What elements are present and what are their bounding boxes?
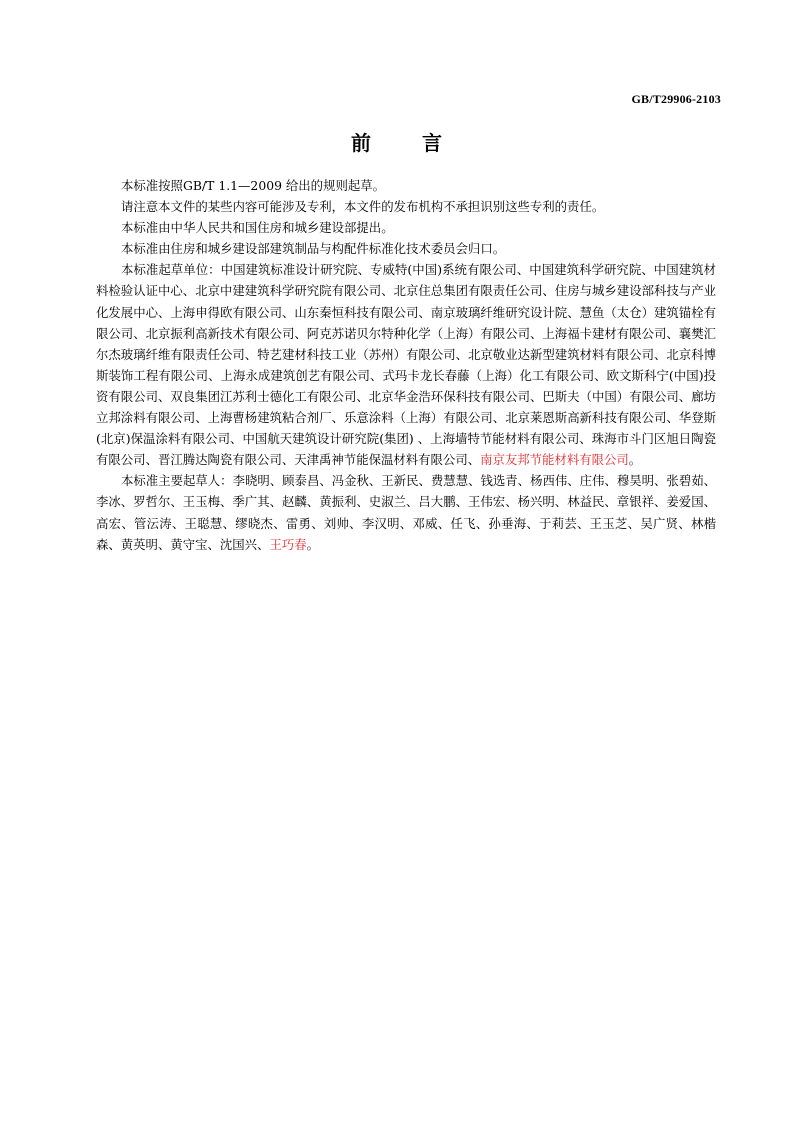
drafting-units-text: 本标准起草单位：中国建筑标准设计研究院、专威特(中国)系统有限公司、中国建筑科学研究院、中国建筑材料检验认证中心、北京中建建筑科学研究院有限公司、北京住总集团有限责任公司、住房与城乡建设部科技与产业化发展中心、上海申得欧有限公司、山东秦恒科技有限公司、南京玻璃纤维研究设计院、慧鱼（太仓）建筑锚栓有限公司、北京振利高新技术有限公司、阿克苏诺贝尔特种化学（上海）有限公司、上海福卡建材有限公司、襄樊汇尔杰玻璃纤维有限责任公司、特艺建材科技工业（苏州）有限公司、北京敬业达新型建筑材料有限公司、北京科博斯装饰工程有限公司、上海永成建筑创艺有限公司、式玛卡龙长春藤（上海）化工有限公司、欧文斯科宁(中国)投资有限公司、双良集团江苏利士德化工有限公司、北京华金浩环保科技有限公司、巴斯夫（中国）有限公司、廊坊立邦涂料有限公司、上海曹杨建筑粘合剂厂、乐意涂料（上海）有限公司、北京莱恩斯高新科技有限公司、华登斯(北京)保温涂料有限公司、中国航天建筑设计研究院(集团) 、上海墙特节能材料有限公司、珠海市斗门区旭日陶瓷有限公司、晋江腾达陶瓷有限公司、天津禹神节能保温材料有限公司、	[96, 262, 716, 468]
document-code: GB/T29906-2103	[631, 92, 721, 106]
page-title: 前 言	[351, 131, 464, 155]
paragraph-drafters	[96, 470, 716, 554]
drafting-units-end: 。	[628, 452, 642, 468]
foreword-body	[96, 175, 716, 555]
paragraph-proposed-by: 本标准由中华人民共和国住房和城乡建设部提出。	[121, 220, 394, 236]
drafters-text: 本标准主要起草人：李晓明、顾泰昌、冯金秋、王新民、费慧慧、钱选青、杨西伟、庄伟、穆昊明、张碧茹、李冰、罗哲尔、王玉梅、季广其、赵麟、黄振利、史淑兰、吕大鹏、王伟宏、杨兴明、林益民、章银祥、姜爱国、高宏、管沄涛、王聪慧、缪晓杰、雷勇、刘帅、李汉明、邓威、任飞、孙垂海、于莉芸、王玉芝、吴广贤、林楷森、黄英明、黄守宝、沈国兴、	[96, 473, 716, 552]
drafters-end: 。	[306, 536, 320, 552]
highlighted-drafter: 王巧春	[269, 536, 307, 552]
paragraph-drafting-rules: 本标准按照GB/T 1.1—2009 给出的规则起草。	[121, 178, 386, 193]
paragraph-drafting-units	[96, 259, 716, 470]
paragraph-administered-by: 本标准由住房和城乡建设部建筑制品与构配件标准化技术委员会归口。	[121, 241, 506, 257]
highlighted-drafting-unit: 南京友邦节能材料有限公司	[480, 452, 629, 468]
paragraph-patent-notice: 请注意本文件的某些内容可能涉及专利，本文件的发布机构不承担识别这些专利的责任。	[121, 199, 605, 215]
